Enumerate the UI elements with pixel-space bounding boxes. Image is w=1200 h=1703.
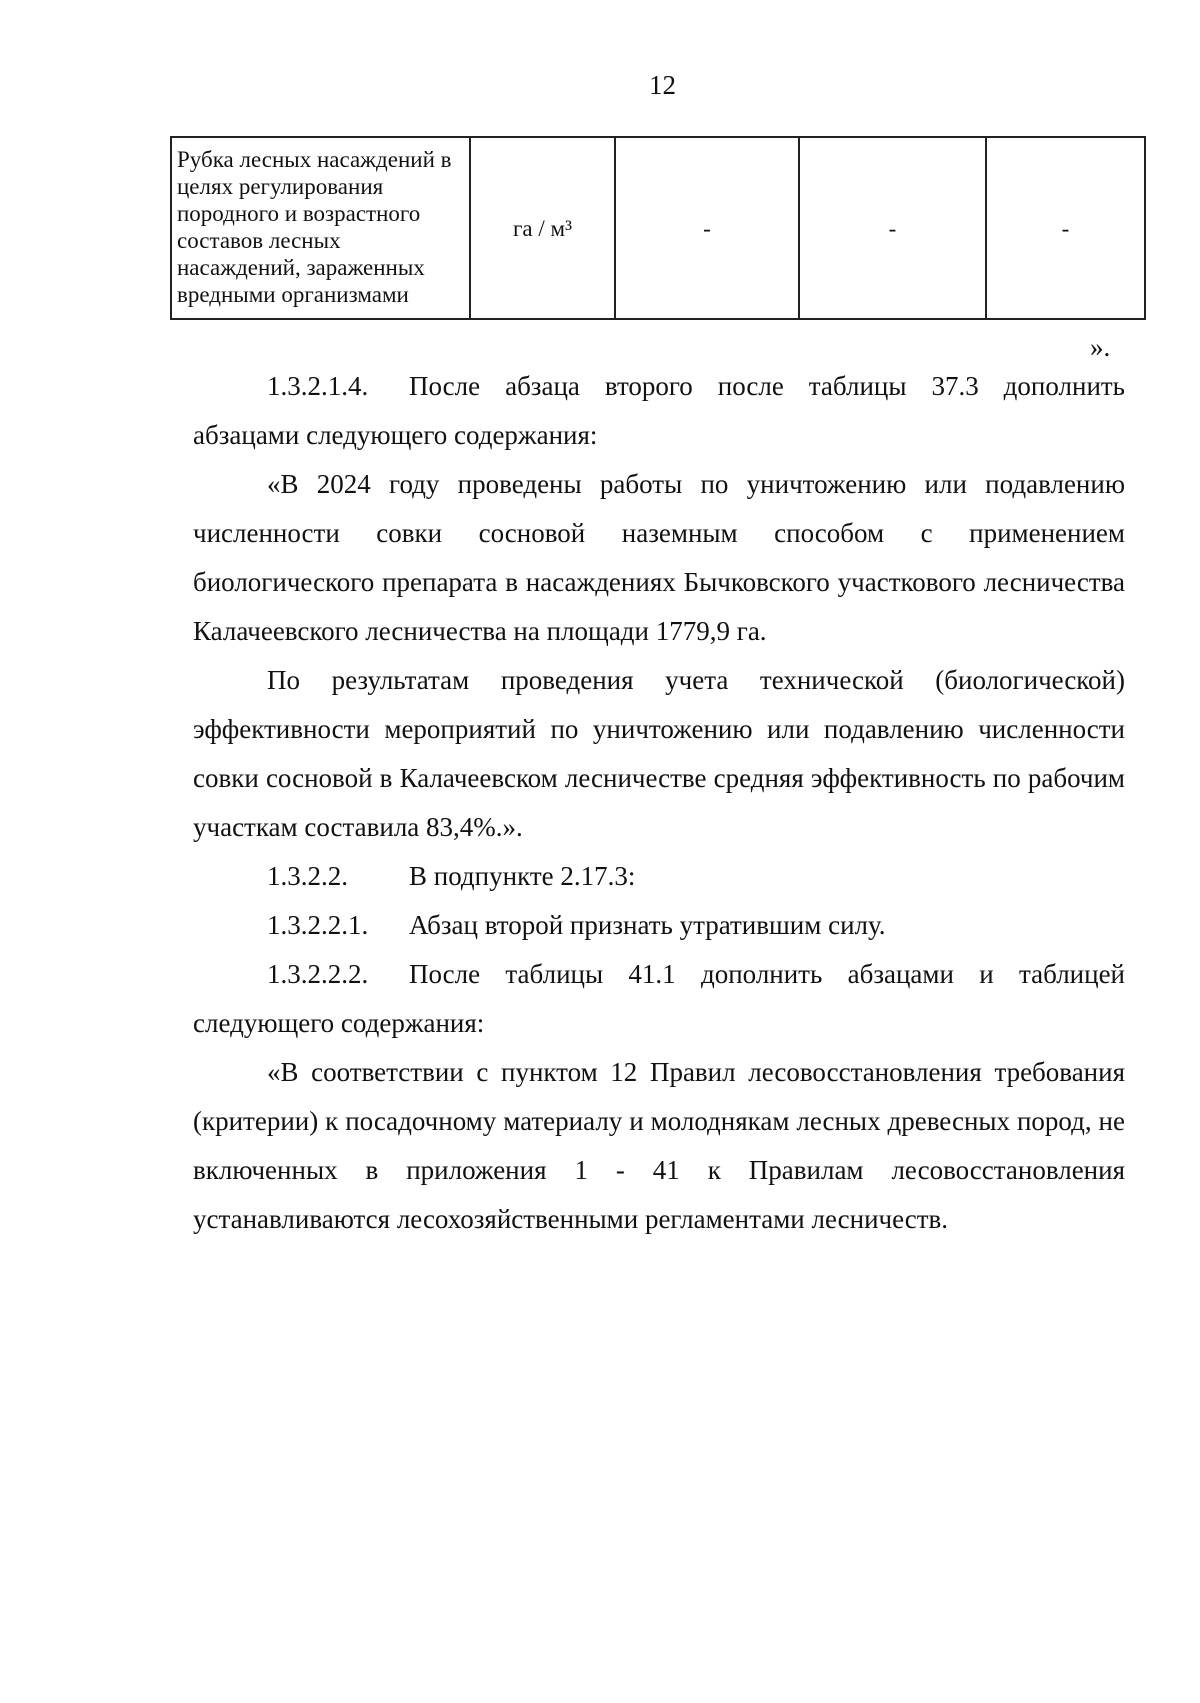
data-table bbox=[170, 136, 1146, 320]
paragraph-results bbox=[193, 656, 1125, 852]
paragraph-text: Абзац второй признать утратившим силу. bbox=[409, 910, 886, 940]
paragraph-text: В подпункте 2.17.3: bbox=[409, 861, 636, 891]
table-cell-col4: - bbox=[799, 137, 986, 319]
paragraph-1-3-2-2-2 bbox=[193, 950, 1125, 1048]
table-cell-col3: - bbox=[615, 137, 799, 319]
closing-quote: ». bbox=[1090, 332, 1111, 362]
paragraph-quote-2024 bbox=[193, 460, 1125, 656]
table-cell-col5: - bbox=[986, 137, 1145, 319]
page-number: 12 bbox=[649, 70, 676, 100]
body-text bbox=[193, 362, 1125, 1244]
paragraph-text: По результатам проведения учета технической (биологической) эффективности мероприятий по уничтожению или подавлению численности совки сосновой в Калачеевском лесничестве средняя эффективность по рабочим участкам составила 83,4%.». bbox=[193, 665, 1125, 842]
item-number: 1.3.2.2.2. bbox=[267, 959, 369, 989]
paragraph-text: После таблицы 41.1 дополнить абзацами и таблицей следующего содержания: bbox=[193, 959, 1125, 1038]
item-number: 1.3.2.2. bbox=[267, 861, 348, 891]
table-cell-unit: га / м³ bbox=[470, 137, 615, 319]
item-number: 1.3.2.1.4. bbox=[267, 371, 369, 401]
paragraph-1-3-2-2-1 bbox=[193, 901, 1125, 950]
paragraph-quote-rules bbox=[193, 1048, 1125, 1244]
item-number: 1.3.2.2.1. bbox=[267, 910, 369, 940]
paragraph-1-3-2-1-4 bbox=[193, 362, 1125, 460]
paragraph-1-3-2-2 bbox=[193, 852, 1125, 901]
paragraph-text: После абзаца второго после таблицы 37.3 дополнить абзацами следующего содержания: bbox=[193, 371, 1125, 450]
paragraph-text: «В соответствии с пунктом 12 Правил лесовосстановления требования (критерии) к посадочному материалу и молоднякам лесных древесных пород, не включенных в приложения 1 - 41 к Правилам лесовосстановления устанавливаются лесохозяйственными регламентами лесничеств. bbox=[193, 1057, 1125, 1234]
table-row bbox=[171, 137, 1145, 319]
paragraph-text: «В 2024 году проведены работы по уничтожению или подавлению численности совки сосновой наземным способом с применением биологического препарата в насаждениях Бычковского участкового лесничества Калачеевского лесничества на площади 1779,9 га. bbox=[193, 469, 1125, 646]
table-cell-name: Рубка лесных насаждений в целях регулирования породного и возрастного составов лесных насаждений, зараженных вредными организмами bbox=[171, 137, 470, 319]
